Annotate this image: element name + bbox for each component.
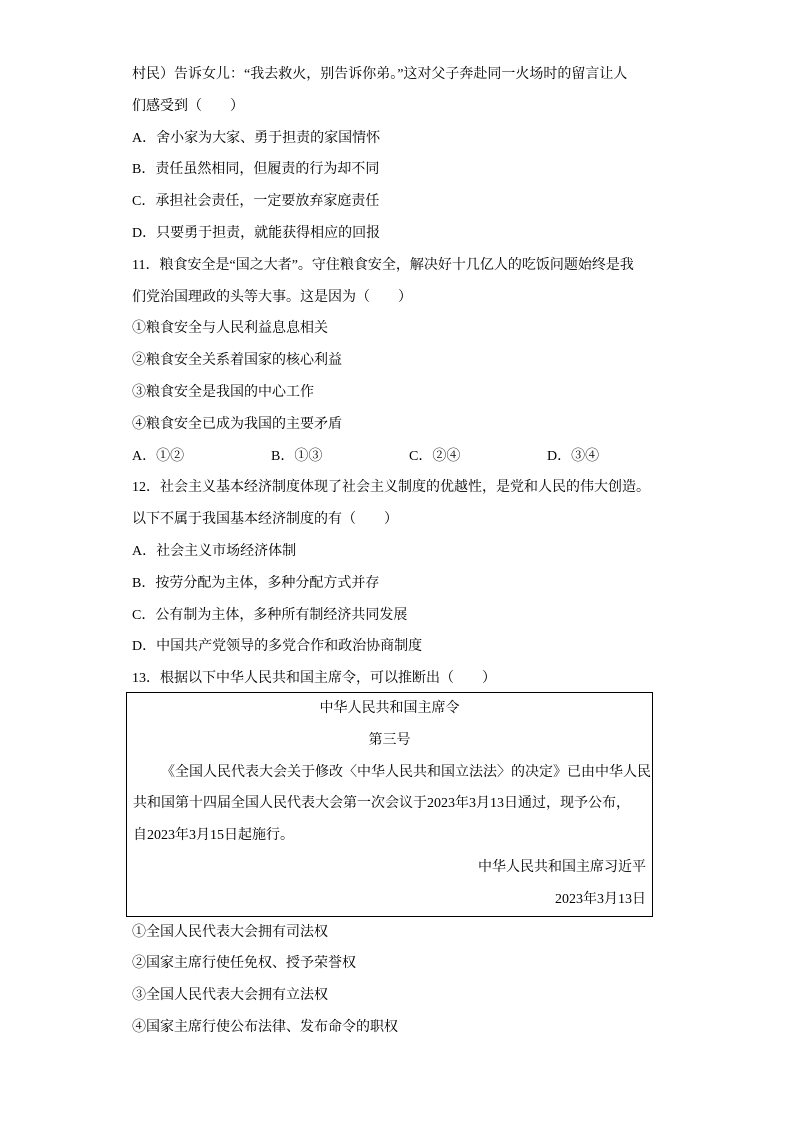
q10-stem-line-2: 们感受到（ ）: [132, 98, 244, 114]
decree-date: 2023年3月13日: [555, 891, 646, 907]
q13-item-2: ②国家主席行使任免权、授予荣誉权: [132, 956, 356, 972]
q12-option-a: A．社会主义市场经济体制: [132, 543, 297, 559]
q11-item-2: ②粮食安全关系着国家的核心利益: [132, 353, 342, 369]
decree-body-line-2: 共和国第十四届全国人民代表大会第一次会议于2023年3月13日通过，现予公布，: [133, 796, 630, 812]
q10-option-d: D．只要勇于担责，就能获得相应的回报: [132, 225, 381, 241]
q11-item-4: ④粮食安全已成为我国的主要矛盾: [132, 416, 342, 432]
q11-option-d: D．③④: [547, 448, 600, 464]
decree-title: 中华人民共和国主席令: [319, 700, 460, 716]
q11-option-c: C．②④: [409, 448, 461, 464]
q11-option-a: A．①②: [132, 448, 185, 464]
q11-item-1: ①粮食安全与人民利益息息相关: [132, 321, 328, 337]
q11-stem-line-2: 们党治国理政的头等大事。这是因为（ ）: [132, 289, 412, 305]
q10-stem-line-1: 村民）告诉女儿：“我去救火，别告诉你弟。”这对父子奔赴同一火场时的留言让人: [132, 67, 628, 82]
q11-options-row: [132, 441, 652, 473]
decree-body-line-1: 《全国人民代表大会关于修改〈中华人民共和国立法法〉的决定》已由中华人民: [161, 764, 651, 780]
text-block: [132, 59, 652, 1044]
q13-item-3: ③全国人民代表大会拥有立法权: [132, 988, 328, 1004]
q11-stem-line-1: 11．粮食安全是“国之大者”。守住粮食安全，解决好十几亿人的吃饭问题始终是我: [132, 257, 634, 273]
q10-option-b: B．责任虽然相同，但履责的行为却不同: [132, 162, 380, 178]
q12-option-b: B．按劳分配为主体，多种分配方式并存: [132, 575, 380, 591]
q13-item-4: ④国家主席行使公布法律、发布命令的职权: [132, 1019, 398, 1035]
q11-option-b: B．①③: [271, 448, 323, 464]
q10-option-c: C．承担社会责任，一定要放弃家庭责任: [132, 194, 380, 210]
decree-number: 第三号: [368, 732, 411, 748]
q10-option-a: A．舍小家为大家、勇于担责的家国情怀: [132, 130, 381, 146]
presidential-decree-box: [126, 692, 653, 917]
q13-stem: 13．根据以下中华人民共和国主席令，可以推断出（ ）: [132, 671, 496, 687]
q11-item-3: ③粮食安全是我国的中心工作: [132, 384, 314, 400]
q12-stem-line-2: 以下不属于我国基本经济制度的有（ ）: [132, 512, 398, 528]
q13-item-1: ①全国人民代表大会拥有司法权: [132, 924, 328, 940]
q12-stem-line-1: 12．社会主义基本经济制度体现了社会主义制度的优越性，是党和人民的伟大创造。: [132, 480, 650, 496]
q12-option-d: D．中国共产党领导的多党合作和政治协商制度: [132, 639, 423, 655]
decree-signature: 中华人民共和国主席习近平: [478, 859, 646, 875]
q12-option-c: C．公有制为主体，多种所有制经济共同发展: [132, 607, 408, 623]
decree-body-line-3: 自2023年3月15日起施行。: [133, 828, 294, 844]
